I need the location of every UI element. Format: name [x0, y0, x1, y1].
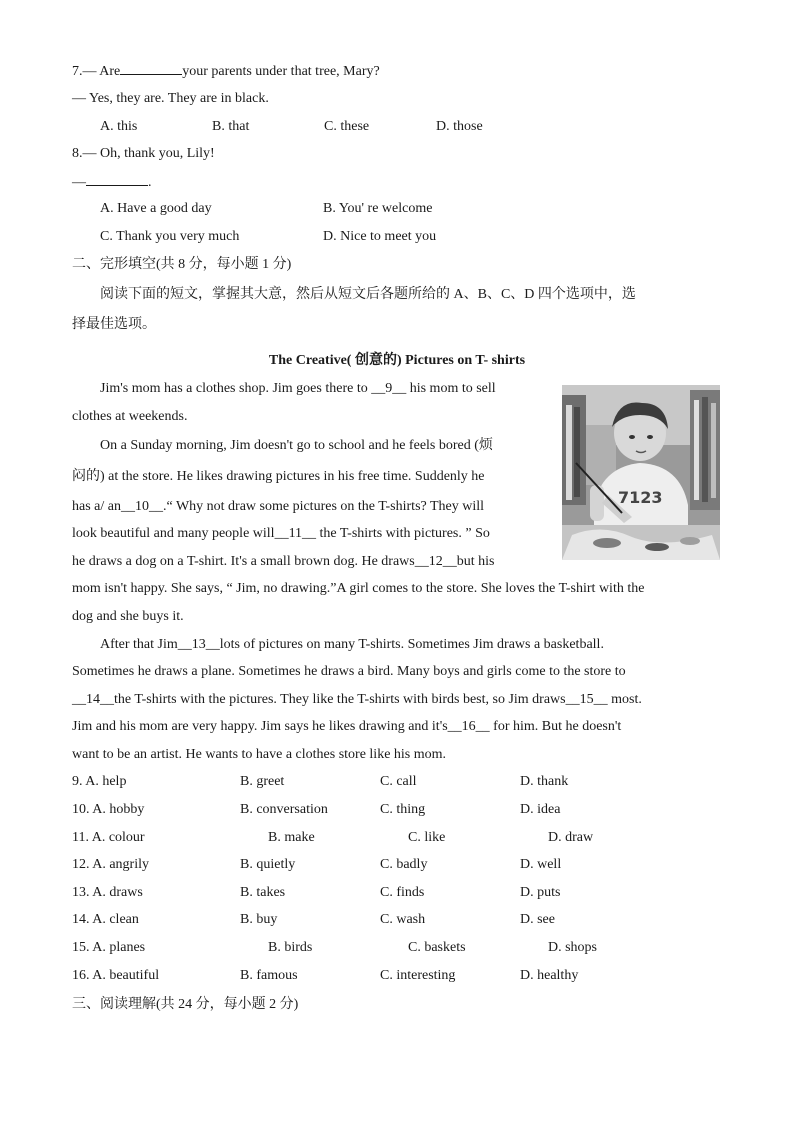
q8-period: .	[148, 175, 152, 190]
q7-text-b: your parents under that tree, Mary?	[182, 64, 380, 79]
passage-line: clothes at weekends.	[72, 409, 188, 424]
question-option-b: B. birds	[268, 940, 313, 955]
question-option-d: D. see	[520, 912, 555, 927]
q8-option-a: A. Have a good day	[100, 201, 212, 216]
q8-dash: —	[72, 175, 86, 190]
shirt-print: 7123	[618, 488, 663, 507]
q7-answer-line: — Yes, they are. They are in black.	[72, 91, 269, 106]
question-option-c: C. finds	[380, 885, 425, 900]
q7-option-b: B. that	[212, 119, 250, 134]
q7-option-d: D. those	[436, 119, 483, 134]
passage-line: he draws a dog on a T-shirt. It's a small brown dog. He draws__12__but his	[72, 554, 495, 569]
q7-question	[72, 62, 380, 81]
passage-line: want to be an artist. He wants to have a clothes store like his mom.	[72, 747, 447, 762]
question-option-c: C. badly	[380, 857, 428, 872]
question-option-a: 11. A. colour	[72, 830, 145, 845]
question-option-b: B. takes	[240, 885, 286, 900]
passage-line: 闷的) at the store. He likes drawing pictures in his free time. Suddenly he	[72, 469, 485, 484]
section2-heading: 二、完形填空(共 8 分，每小题 1 分)	[72, 257, 292, 272]
question-option-d: D. healthy	[520, 968, 579, 983]
question-option-b: B. conversation	[240, 802, 328, 817]
question-option-c: C. thing	[380, 802, 426, 817]
passage-title: The Creative( 创意的) Pictures on T- shirts	[268, 353, 526, 368]
q7-option-a: A. this	[100, 119, 138, 134]
q7-option-c: C. these	[324, 119, 370, 134]
passage-line: mom isn't happy. She says, “ Jim, no drawing.”A girl comes to the store. She loves the T-shirt with the	[72, 581, 645, 596]
q8-option-b: B. You' re welcome	[323, 201, 433, 216]
passage-line: dog and she buys it.	[72, 609, 184, 624]
question-option-c: C. wash	[380, 912, 426, 927]
question-option-a: 13. A. draws	[72, 885, 143, 900]
question-option-b: B. make	[268, 830, 315, 845]
passage-line: Sometimes he draws a plane. Sometimes he draws a bird. Many boys and girls come to the store to	[72, 664, 626, 679]
q8-blank	[86, 173, 148, 186]
question-option-b: B. greet	[240, 774, 285, 789]
question-option-b: B. buy	[240, 912, 278, 927]
question-option-c: C. interesting	[380, 968, 456, 983]
q8-question: 8.— Oh, thank you, Lily!	[72, 146, 215, 161]
question-option-d: D. idea	[520, 802, 561, 817]
question-option-c: C. call	[380, 774, 417, 789]
question-option-d: D. puts	[520, 885, 561, 900]
question-option-b: B. famous	[240, 968, 298, 983]
passage-line: look beautiful and many people will__11__ the T-shirts with pictures. ” So	[72, 526, 490, 541]
section3-heading: 三、阅读理解(共 24 分，每小题 2 分)	[72, 997, 299, 1012]
q8-option-d: D. Nice to meet you	[323, 229, 437, 244]
question-option-b: B. quietly	[240, 857, 296, 872]
q8-answer-line	[72, 173, 152, 192]
q8-option-c: C. Thank you very much	[100, 229, 240, 244]
question-option-d: D. thank	[520, 774, 569, 789]
q7-text-a: 7.— Are	[72, 64, 121, 79]
question-option-a: 9. A. help	[72, 774, 127, 789]
question-option-a: 16. A. beautiful	[72, 968, 160, 983]
question-option-a: 14. A. clean	[72, 912, 139, 927]
question-option-c: C. baskets	[408, 940, 466, 955]
question-option-a: 10. A. hobby	[72, 802, 145, 817]
passage-line: After that Jim__13__lots of pictures on many T-shirts. Sometimes Jim draws a basketball.	[100, 637, 604, 652]
question-option-c: C. like	[408, 830, 446, 845]
question-option-a: 15. A. planes	[72, 940, 146, 955]
question-option-a: 12. A. angrily	[72, 857, 149, 872]
question-option-d: D. draw	[548, 830, 594, 845]
section2-instruction-2: 择最佳选项。	[72, 317, 156, 332]
q7-blank	[120, 62, 182, 75]
passage-line: Jim and his mom are very happy. Jim says he likes drawing and it's__16__ for him. But he doesn't	[72, 719, 622, 734]
section2-instruction-1: 阅读下面的短文，掌握其大意，然后从短文后各题所给的 A、B、C、D 四个选项中，选	[100, 287, 636, 302]
question-option-d: D. well	[520, 857, 562, 872]
question-option-d: D. shops	[548, 940, 598, 955]
passage-line: has a/ an__10__.“ Why not draw some pictures on the T-shirts? They will	[72, 499, 485, 514]
boy-painting-tshirt-image	[562, 385, 720, 560]
passage-line: __14__the T-shirts with the pictures. They like the T-shirts with birds best, so Jim draws__15__ most.	[72, 692, 642, 707]
passage-line: Jim's mom has a clothes shop. Jim goes there to __9__ his mom to sell	[100, 381, 496, 396]
passage-line: On a Sunday morning, Jim doesn't go to school and he feels bored (烦	[100, 438, 493, 453]
